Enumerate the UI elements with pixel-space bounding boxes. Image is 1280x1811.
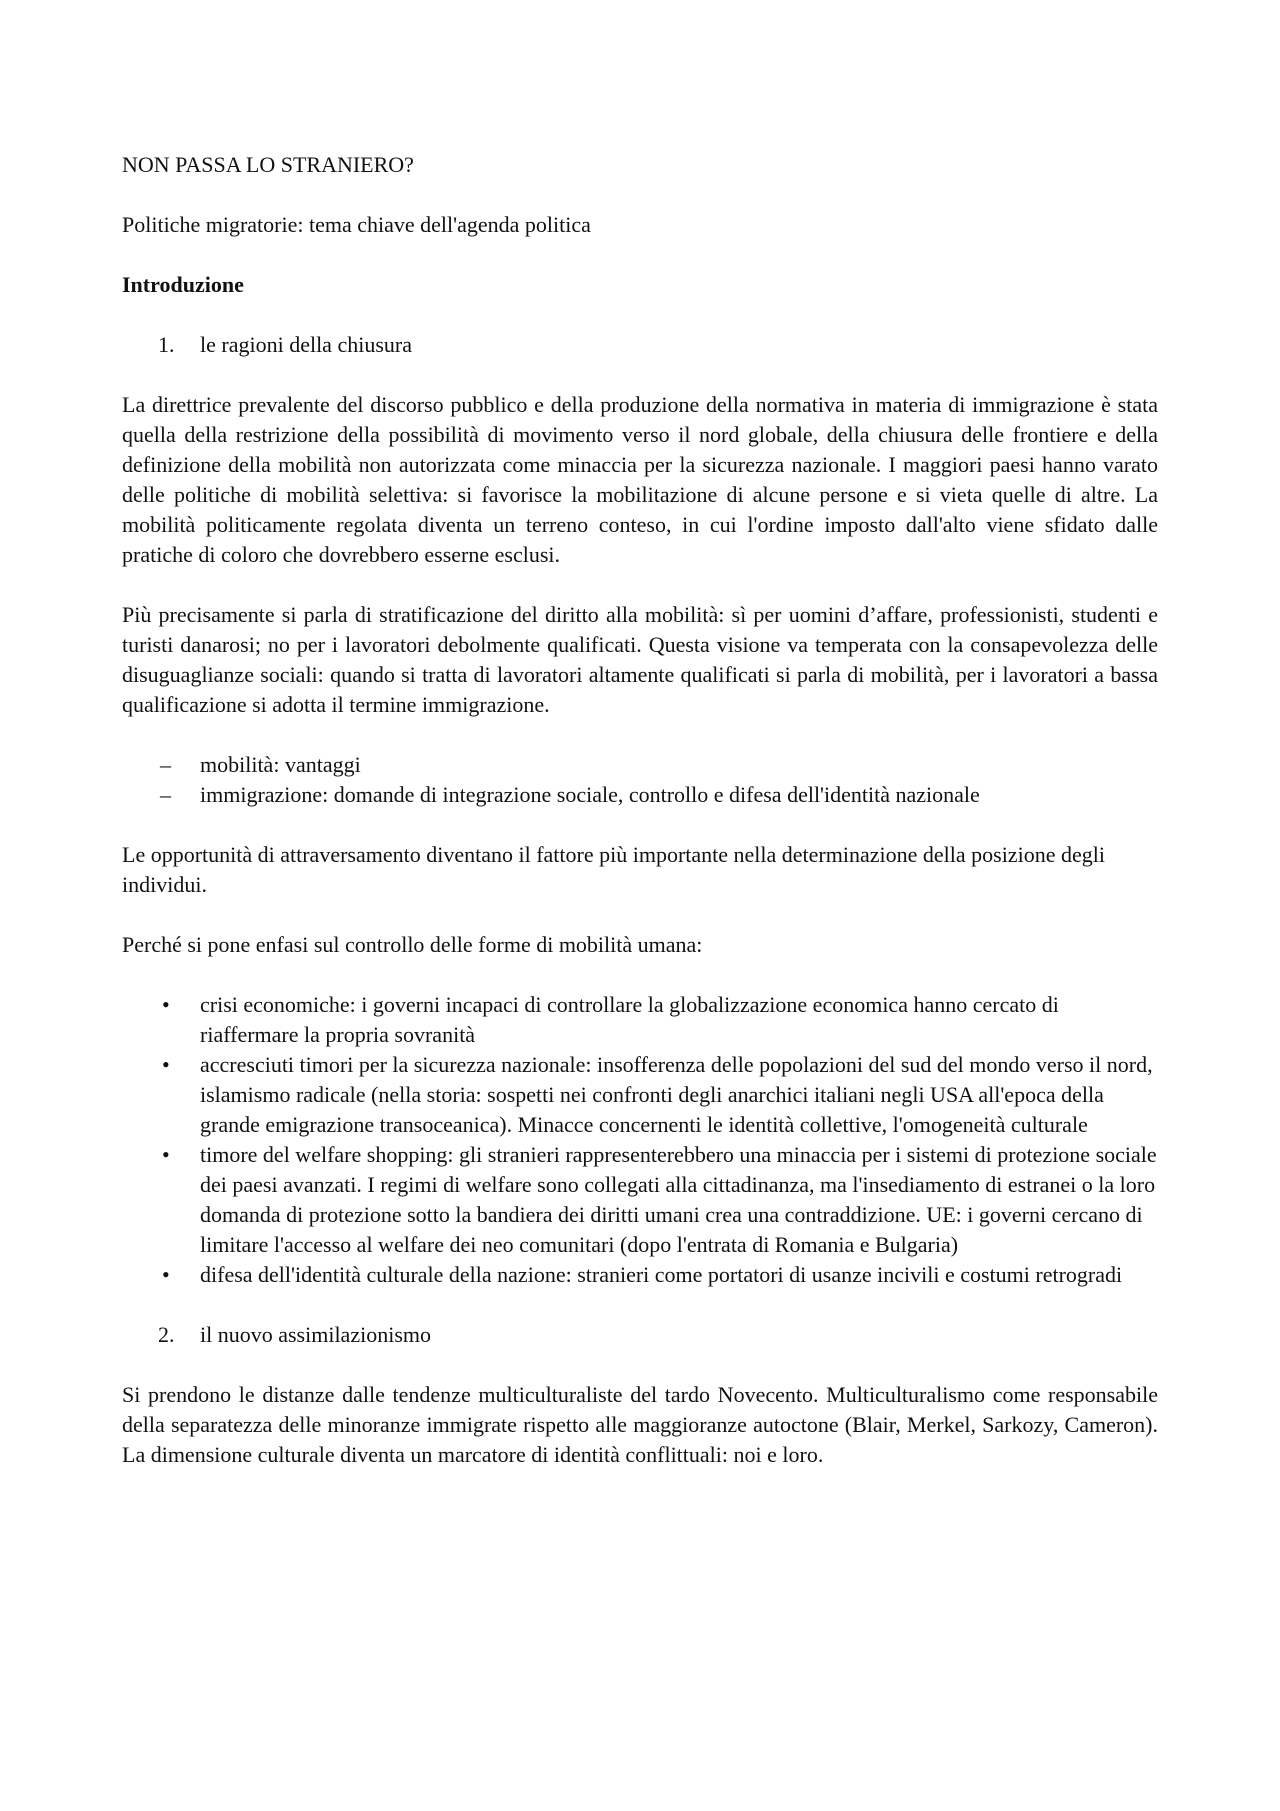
- section-1-heading-list: [122, 330, 1158, 360]
- dash-list-item: [122, 780, 1158, 810]
- section-1-title: le ragioni della chiusura: [200, 332, 412, 357]
- section-1-heading: [122, 330, 1158, 360]
- bullet-marker: •: [162, 1142, 170, 1167]
- dash-item-text: mobilità: vantaggi: [200, 752, 361, 777]
- section-2-heading-list: [122, 1320, 1158, 1350]
- document-title: NON PASSA LO STRANIERO?: [122, 152, 414, 177]
- bullet-item-text: crisi economiche: i governi incapaci di controllare la globalizzazione economica hanno cercato di riaffermare la propria sovranità: [200, 992, 1059, 1047]
- section-2-number: 2.: [158, 1322, 175, 1347]
- paragraph-2: Più precisamente si parla di stratificazione del diritto alla mobilità: sì per uomini d’affare, professionisti, studenti e turisti danarosi; no per i lavoratori debolmente qualificati. Questa visione va temperata con la consapevolezza delle disuguaglianze sociali: quando si tratta di lavoratori altamente qualificati si parla di mobilità, per i lavoratori a bassa qualificazione si adotta il termine immigrazione.: [122, 602, 1158, 717]
- bullet-list: [122, 990, 1158, 1290]
- bullet-marker: •: [162, 1052, 170, 1077]
- bullet-list-item: [122, 990, 1158, 1050]
- bullet-marker: •: [162, 1262, 170, 1287]
- bullet-item-text: timore del welfare shopping: gli stranieri rappresenterebbero una minaccia per i sistemi di protezione sociale dei paesi avanzati. I regimi di welfare sono collegati alla cittadinanza, ma l'insediamento di estranei o la loro domanda di protezione sotto la bandiera dei diritti umani crea una contraddizione. UE: i governi cercano di limitare l'accesso al welfare dei neo comunitari (dopo l'entrata di Romania e Bulgaria): [200, 1142, 1157, 1257]
- section-2-heading: [122, 1320, 1158, 1350]
- bullet-marker: •: [162, 992, 170, 1017]
- paragraph-4: Perché si pone enfasi sul controllo delle forme di mobilità umana:: [122, 932, 703, 957]
- paragraph-3: Le opportunità di attraversamento diventano il fattore più importante nella determinazione della posizione degli individui.: [122, 842, 1105, 897]
- dash-marker: –: [160, 752, 171, 777]
- section-1-number: 1.: [158, 332, 175, 357]
- section-2-title: il nuovo assimilazionismo: [200, 1322, 431, 1347]
- intro-heading: Introduzione: [122, 272, 244, 297]
- bullet-item-text: difesa dell'identità culturale della nazione: stranieri come portatori di usanze incivili e costumi retrogradi: [200, 1262, 1123, 1287]
- dash-list: [122, 750, 1158, 810]
- document-page: [122, 150, 1158, 1470]
- bullet-list-item: [122, 1260, 1158, 1290]
- paragraph-1: La direttrice prevalente del discorso pubblico e della produzione della normativa in materia di immigrazione è stata quella della restrizione della possibilità di movimento verso il nord globale, della chiusura delle frontiere e della definizione della mobilità non autorizzata come minaccia per la sicurezza nazionale. I maggiori paesi hanno varato delle politiche di mobilità selettiva: si favorisce la mobilitazione di alcune persone e si vieta quelle di altre. La mobilità politicamente regolata diventa un terreno conteso, in cui l'ordine imposto dall'alto viene sfidato dalle pratiche di coloro che dovrebbero esserne esclusi.: [122, 392, 1158, 567]
- dash-marker: –: [160, 782, 171, 807]
- bullet-list-item: [122, 1140, 1158, 1260]
- bullet-list-item: [122, 1050, 1158, 1140]
- paragraph-5: Si prendono le distanze dalle tendenze multiculturaliste del tardo Novecento. Multiculturalismo come responsabile della separatezza delle minoranze immigrate rispetto alle maggioranze autoctone (Blair, Merkel, Sarkozy, Cameron). La dimensione culturale diventa un marcatore di identità conflittuali: noi e loro.: [122, 1382, 1158, 1467]
- dash-item-text: immigrazione: domande di integrazione sociale, controllo e difesa dell'identità nazionale: [200, 782, 980, 807]
- bullet-item-text: accresciuti timori per la sicurezza nazionale: insofferenza delle popolazioni del sud del mondo verso il nord, islamismo radicale (nella storia: sospetti nei confronti degli anarchici italiani negli USA all'epoca della grande emigrazione transoceanica). Minacce concernenti le identità collettive, l'omogeneità culturale: [200, 1052, 1153, 1137]
- dash-list-item: [122, 750, 1158, 780]
- document-subtitle: Politiche migratorie: tema chiave dell'agenda politica: [122, 212, 591, 237]
